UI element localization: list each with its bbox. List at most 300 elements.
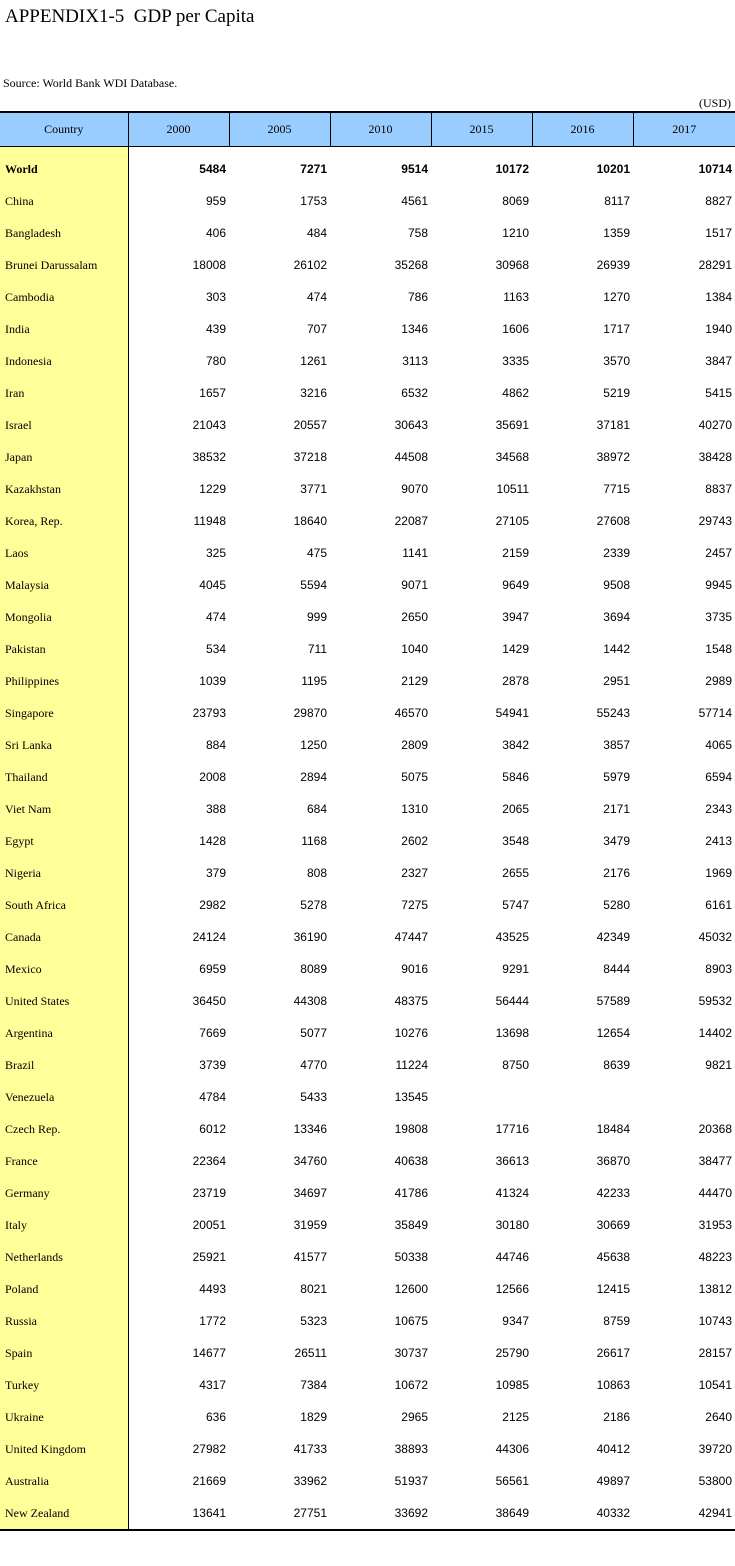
value-cell: 7271 [300,162,327,176]
value-cell: 10675 [394,1314,428,1328]
value-cell: 5979 [603,770,630,784]
value-cell: 1548 [705,642,732,656]
value-cell: 17716 [495,1122,529,1136]
country-name-cell: World [0,147,128,186]
column-header-2016: 2016 [532,112,633,147]
value-cell: 12566 [495,1282,529,1296]
value-cell: 57589 [596,994,630,1008]
value-cell: 19808 [394,1122,428,1136]
value-cell: 1969 [705,866,732,880]
value-cell: 2965 [401,1410,428,1424]
value-cell: 45638 [596,1250,630,1264]
value-cell: 3735 [705,610,732,624]
value-cell: 12654 [596,1026,630,1040]
table-row [0,633,735,665]
country-name-cell: Brazil [0,1049,128,1081]
value-cell: 6959 [199,962,226,976]
value-cell: 1359 [603,226,630,240]
value-cell: 2176 [603,866,630,880]
country-name-cell: United States [0,985,128,1017]
country-name-cell: Japan [0,441,128,473]
table-row [0,1145,735,1177]
value-cell: 303 [205,290,226,304]
value-cell: 31959 [293,1218,327,1232]
value-cell: 53800 [698,1474,732,1488]
value-cell: 10672 [394,1378,428,1392]
table-row [0,921,735,953]
value-cell: 30737 [394,1346,428,1360]
country-name-cell: Iran [0,377,128,409]
value-cell: 7715 [603,482,630,496]
value-cell: 35268 [394,258,428,272]
country-name-cell: China [0,185,128,217]
table-row [0,761,735,793]
value-cell: 26102 [293,258,327,272]
country-name-cell: Spain [0,1337,128,1369]
value-cell: 1229 [199,482,226,496]
table-row [0,697,735,729]
unit-label: (USD) [699,96,731,110]
value-cell: 3947 [502,610,529,624]
value-cell: 2951 [603,674,630,688]
value-cell: 25921 [192,1250,226,1264]
country-name-cell: Sri Lanka [0,729,128,761]
source-note: Source: World Bank WDI Database. [3,76,178,90]
value-cell: 30180 [495,1218,529,1232]
value-cell: 1829 [300,1410,327,1424]
value-cell: 2339 [603,546,630,560]
value-cell: 29743 [698,514,732,528]
value-cell: 3113 [402,354,428,368]
table-header-row [0,112,735,147]
value-cell: 55243 [596,706,630,720]
value-cell: 5415 [705,386,732,400]
value-cell: 18008 [192,258,226,272]
table-row [0,1337,735,1369]
value-cell: 7669 [199,1026,226,1040]
table-row [0,1465,735,1497]
table-row [0,1177,735,1209]
table-row [0,1209,735,1241]
table-row [0,1017,735,1049]
value-cell: 24124 [192,930,226,944]
country-name-cell: Turkey [0,1369,128,1401]
value-cell: 22364 [192,1154,226,1168]
table-row [0,793,735,825]
value-cell: 4065 [705,738,732,752]
value-cell: 12600 [394,1282,428,1296]
table-row [0,1113,735,1145]
value-cell: 33962 [293,1474,327,1488]
table-body [0,147,735,1531]
value-cell: 10863 [596,1378,630,1392]
value-cell: 30643 [394,418,428,432]
value-cell: 38972 [596,450,630,464]
value-cell: 2065 [502,802,529,816]
table-row [0,601,735,633]
country-name-cell: Egypt [0,825,128,857]
value-cell: 36870 [596,1154,630,1168]
value-cell: 8021 [300,1282,327,1296]
table-row [0,249,735,281]
table-row [0,313,735,345]
value-cell: 2343 [705,802,732,816]
value-cell: 1310 [401,802,428,816]
value-cell: 4862 [502,386,529,400]
value-cell: 45032 [698,930,732,944]
table-row [0,345,735,377]
value-cell: 6012 [199,1122,226,1136]
value-cell: 636 [205,1410,226,1424]
value-cell: 44470 [698,1186,732,1200]
column-header-2005: 2005 [229,112,330,147]
value-cell: 54941 [495,706,529,720]
value-cell: 13346 [293,1122,327,1136]
country-name-cell: Bangladesh [0,217,128,249]
value-cell: 5484 [199,162,226,176]
value-cell: 10201 [596,162,630,176]
value-cell: 2457 [705,546,732,560]
value-cell: 1428 [199,834,226,848]
value-cell: 13812 [698,1282,732,1296]
value-cell: 707 [306,322,327,336]
value-cell: 42233 [596,1186,630,1200]
value-cell: 9070 [401,482,428,496]
value-cell: 484 [306,226,327,240]
value-cell: 22087 [394,514,428,528]
value-cell: 41324 [495,1186,529,1200]
value-cell: 43525 [495,930,529,944]
table-row [0,281,735,313]
country-name-cell: South Africa [0,889,128,921]
value-cell: 9945 [705,578,732,592]
value-cell: 8069 [502,194,529,208]
column-header-2000: 2000 [128,112,229,147]
value-cell: 36613 [495,1154,529,1168]
value-cell: 1657 [199,386,226,400]
country-name-cell: Czech Rep. [0,1113,128,1145]
value-cell: 9514 [401,162,428,176]
value-cell: 3335 [502,354,529,368]
value-cell: 27608 [596,514,630,528]
value-cell: 41577 [293,1250,327,1264]
value-cell: 1040 [401,642,428,656]
value-cell: 1250 [300,738,327,752]
value-cell: 2640 [705,1410,732,1424]
value-cell: 7275 [401,898,428,912]
value-cell: 8827 [705,194,732,208]
value-cell: 26511 [294,1346,327,1360]
value-cell: 34697 [293,1186,327,1200]
value-cell: 34568 [495,450,529,464]
country-name-cell: Russia [0,1305,128,1337]
value-cell: 2129 [401,674,428,688]
value-cell: 5278 [300,898,327,912]
value-cell: 41786 [394,1186,428,1200]
country-name-cell: Mexico [0,953,128,985]
value-cell: 4784 [199,1090,226,1104]
value-cell: 13641 [128,1497,229,1530]
value-cell: 48375 [394,994,428,1008]
value-cell: 42941 [633,1497,735,1530]
value-cell: 3857 [603,738,630,752]
value-cell: 28291 [698,258,732,272]
value-cell: 999 [306,610,327,624]
value-cell: 37181 [596,418,630,432]
value-cell: 884 [205,738,226,752]
value-cell: 439 [205,322,226,336]
value-cell: 57714 [698,706,732,720]
value-cell: 780 [205,354,226,368]
value-cell: 4770 [300,1058,327,1072]
value-cell: 5594 [300,578,327,592]
value-cell: 38893 [394,1442,428,1456]
value-cell: 13545 [394,1090,428,1104]
value-cell: 684 [306,802,327,816]
value-cell: 50338 [394,1250,428,1264]
table-row [0,1369,735,1401]
value-cell: 5846 [502,770,529,784]
value-cell: 14677 [192,1346,226,1360]
value-cell: 1261 [300,354,327,368]
value-cell: 8750 [502,1058,529,1072]
value-cell: 2186 [603,1410,630,1424]
value-cell: 2125 [502,1410,529,1424]
value-cell: 46570 [394,706,428,720]
country-name-cell: Germany [0,1177,128,1209]
value-cell: 49897 [596,1474,630,1488]
value-cell: 1168 [301,834,327,848]
value-cell: 2982 [199,898,226,912]
value-cell: 3694 [603,610,630,624]
value-cell: 48223 [698,1250,732,1264]
value-cell: 1039 [199,674,226,688]
page-title: APPENDIX1-5 GDP per Capita [5,6,255,27]
value-cell: 10714 [698,162,732,176]
value-cell: 44306 [495,1442,529,1456]
country-name-cell: Canada [0,921,128,953]
value-cell: 20051 [192,1218,226,1232]
table-row [0,1273,735,1305]
value-cell: 2878 [502,674,529,688]
value-cell: 5077 [300,1026,327,1040]
value-cell: 8903 [705,962,732,976]
value-cell: 758 [407,226,428,240]
value-cell: 3739 [199,1058,226,1072]
value-cell: 30968 [495,258,529,272]
value-cell: 379 [205,866,226,880]
value-cell: 4317 [199,1378,226,1392]
value-cell: 2171 [603,802,630,816]
value-cell: 21669 [192,1474,226,1488]
table-row [0,537,735,569]
value-cell: 37218 [293,450,327,464]
value-cell: 3771 [300,482,327,496]
value-cell: 8759 [603,1314,630,1328]
value-cell: 44746 [495,1250,529,1264]
value-cell: 18484 [596,1122,630,1136]
value-cell: 29870 [293,706,327,720]
table-row [0,1433,735,1465]
table-row [0,217,735,249]
table-row [0,857,735,889]
value-cell: 35849 [394,1218,428,1232]
value-cell: 34760 [293,1154,327,1168]
value-cell: 21043 [192,418,226,432]
table-row [0,1305,735,1337]
value-cell: 2159 [502,546,529,560]
value-cell: 388 [205,802,226,816]
value-cell [431,1081,532,1113]
country-name-cell: Venezuela [0,1081,128,1113]
value-cell: 2650 [401,610,428,624]
value-cell: 808 [306,866,327,880]
value-cell: 711 [307,642,327,656]
value-cell: 5280 [603,898,630,912]
country-name-cell: India [0,313,128,345]
value-cell: 8837 [705,482,732,496]
value-cell: 1270 [603,290,630,304]
column-header-2017: 2017 [633,112,735,147]
table-row [0,185,735,217]
value-cell: 1717 [603,322,630,336]
value-cell: 1606 [502,322,529,336]
value-cell: 35691 [495,418,529,432]
value-cell: 3479 [603,834,630,848]
country-name-cell: Italy [0,1209,128,1241]
value-cell: 26939 [596,258,630,272]
table-row [0,1401,735,1433]
country-name-cell: Philippines [0,665,128,697]
value-cell: 9649 [502,578,529,592]
value-cell: 1210 [502,226,529,240]
table-row [0,1497,735,1530]
table-row [0,889,735,921]
value-cell: 2894 [300,770,327,784]
value-cell: 10541 [698,1378,732,1392]
value-cell: 40412 [596,1442,630,1456]
value-cell: 1442 [603,642,630,656]
value-cell: 56444 [495,994,529,1008]
value-cell: 786 [407,290,428,304]
value-cell: 28157 [698,1346,732,1360]
value-cell: 4561 [401,194,428,208]
country-name-cell: Brunei Darussalam [0,249,128,281]
table-row [0,825,735,857]
value-cell: 2008 [199,770,226,784]
value-cell: 9508 [603,578,630,592]
country-name-cell: Poland [0,1273,128,1305]
value-cell [633,1081,735,1113]
country-name-cell: Viet Nam [0,793,128,825]
value-cell: 42349 [596,930,630,944]
value-cell: 475 [306,546,327,560]
table-row [0,1049,735,1081]
value-cell: 36450 [192,994,226,1008]
value-cell: 2809 [401,738,428,752]
value-cell: 6594 [705,770,732,784]
table-row [0,665,735,697]
value-cell: 9347 [502,1314,529,1328]
value-cell: 5075 [401,770,428,784]
value-cell: 1940 [705,322,732,336]
country-name-cell: Pakistan [0,633,128,665]
value-cell: 3842 [502,738,529,752]
country-name-cell: Cambodia [0,281,128,313]
value-cell: 25790 [495,1346,529,1360]
table-row [0,985,735,1017]
table-row [0,1081,735,1113]
value-cell: 1772 [199,1314,226,1328]
value-cell: 325 [205,546,226,560]
value-cell: 9071 [401,578,428,592]
column-header-2010: 2010 [330,112,431,147]
value-cell: 8117 [604,194,630,208]
country-name-cell: Kazakhstan [0,473,128,505]
value-cell: 27751 [229,1497,330,1530]
country-name-cell: Argentina [0,1017,128,1049]
value-cell: 44508 [394,450,428,464]
value-cell: 38649 [431,1497,532,1530]
country-name-cell: Australia [0,1465,128,1497]
value-cell: 7384 [300,1378,327,1392]
value-cell: 10743 [698,1314,732,1328]
value-cell: 10172 [495,162,529,176]
value-cell: 406 [205,226,226,240]
country-name-cell: Nigeria [0,857,128,889]
value-cell: 5433 [300,1090,327,1104]
value-cell: 2413 [705,834,732,848]
value-cell: 27105 [495,514,529,528]
value-cell: 26617 [596,1346,630,1360]
value-cell: 2989 [705,674,732,688]
value-cell: 5323 [300,1314,327,1328]
value-cell: 51937 [394,1474,428,1488]
column-header-2015: 2015 [431,112,532,147]
value-cell: 4493 [199,1282,226,1296]
country-name-cell: Korea, Rep. [0,505,128,537]
table-row [0,409,735,441]
value-cell: 8089 [300,962,327,976]
value-cell: 59532 [698,994,732,1008]
table-row [0,505,735,537]
value-cell: 9016 [401,962,428,976]
value-cell: 56561 [495,1474,529,1488]
value-cell: 6161 [705,898,732,912]
table-row [0,569,735,601]
country-name-cell: Mongolia [0,601,128,633]
value-cell: 5747 [502,898,529,912]
value-cell: 1429 [502,642,529,656]
table-row [0,473,735,505]
gdp-table [0,111,735,1531]
value-cell: 36190 [293,930,327,944]
value-cell: 4045 [199,578,226,592]
value-cell: 3548 [502,834,529,848]
value-cell: 959 [205,194,226,208]
table-row [0,953,735,985]
value-cell: 11948 [193,514,226,528]
country-name-cell: Singapore [0,697,128,729]
value-cell: 47447 [394,930,428,944]
value-cell: 2327 [401,866,428,880]
value-cell: 30669 [596,1218,630,1232]
value-cell: 10985 [495,1378,529,1392]
value-cell: 3570 [603,354,630,368]
country-name-cell: France [0,1145,128,1177]
value-cell: 38477 [698,1154,732,1168]
value-cell: 38532 [192,450,226,464]
